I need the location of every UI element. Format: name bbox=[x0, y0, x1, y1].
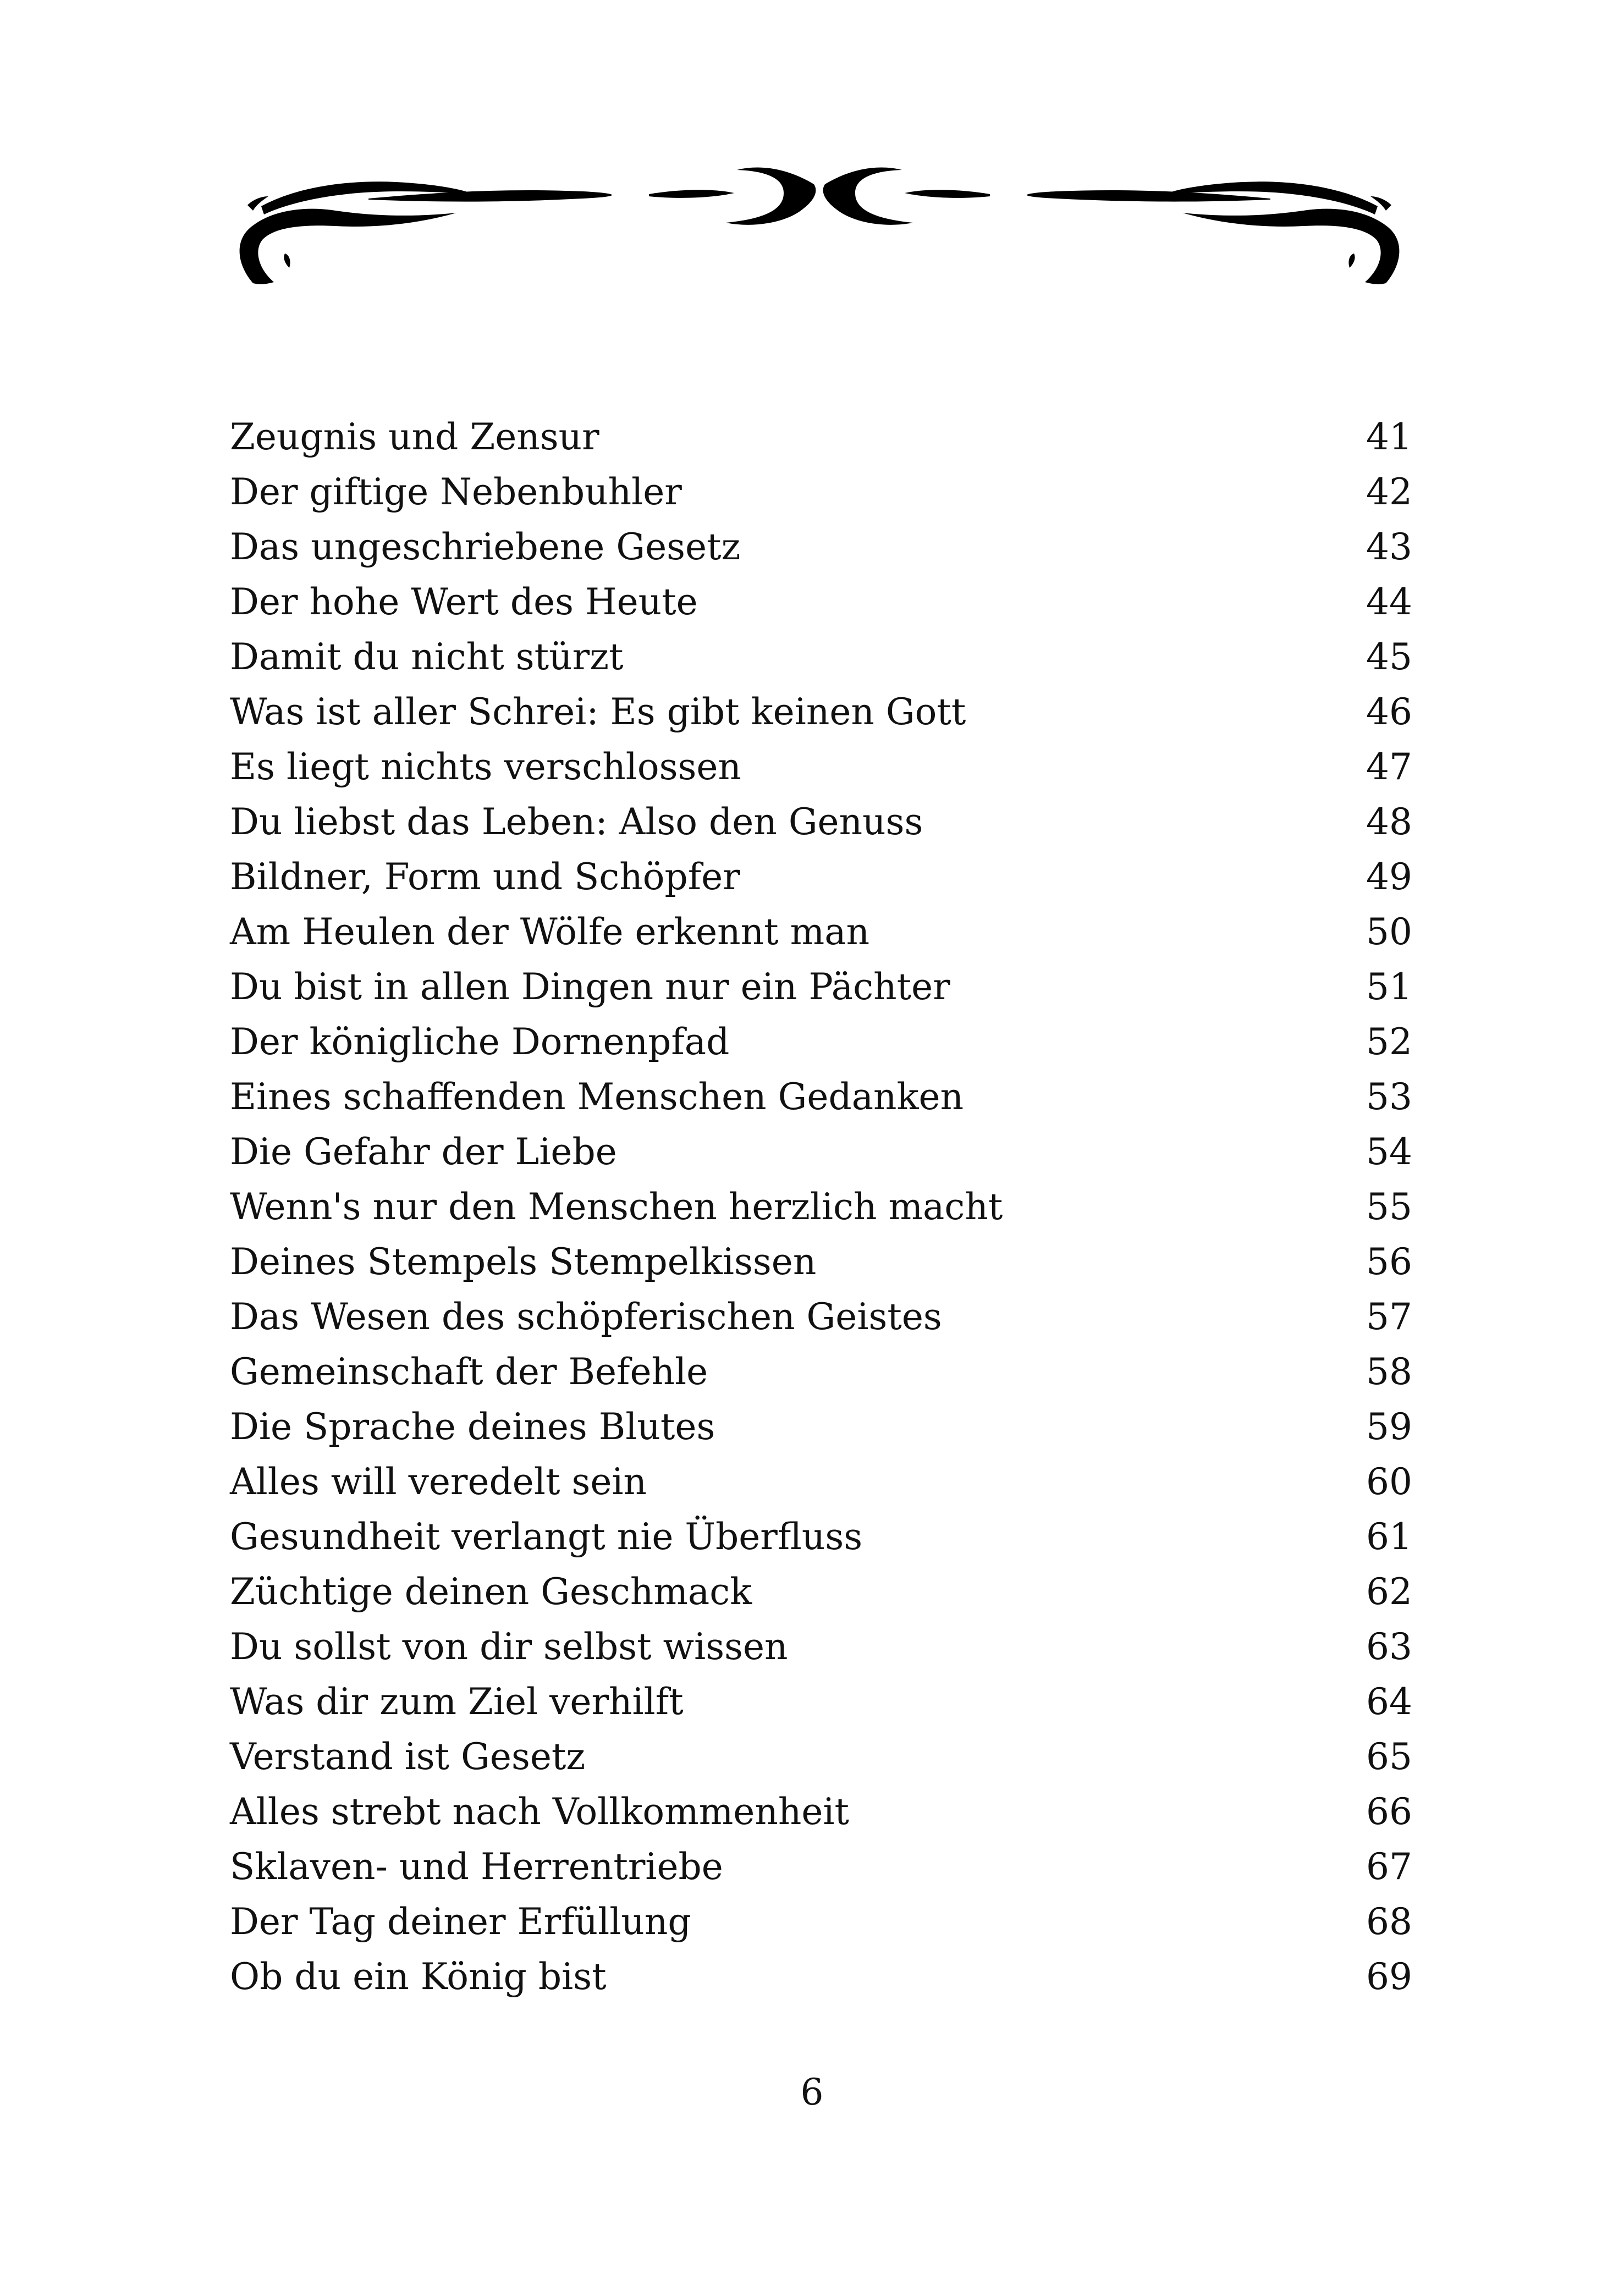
toc-entry bbox=[230, 1894, 1412, 1949]
toc-entry-page: 46 bbox=[1366, 691, 1412, 733]
toc-entry-page: 62 bbox=[1366, 1571, 1412, 1613]
toc-entry-title: Der hohe Wert des Heute bbox=[230, 581, 698, 623]
toc-entry-page: 68 bbox=[1366, 1901, 1412, 1943]
toc-entry bbox=[230, 1180, 1412, 1235]
toc-entry-page: 48 bbox=[1366, 801, 1412, 843]
toc-entry-title: Eines schaffenden Menschen Gedanken bbox=[230, 1076, 964, 1118]
toc-entry bbox=[230, 1400, 1412, 1455]
toc-entry-page: 44 bbox=[1366, 581, 1412, 623]
toc-entry bbox=[230, 1345, 1412, 1400]
toc-entry bbox=[230, 685, 1412, 740]
toc-entry bbox=[230, 575, 1412, 630]
toc-entry-title: Der giftige Nebenbuhler bbox=[230, 471, 682, 513]
toc-entry bbox=[230, 740, 1412, 795]
toc-entry bbox=[230, 1235, 1412, 1290]
toc-entry-title: Zeugnis und Zensur bbox=[230, 416, 599, 458]
toc-entry-page: 41 bbox=[1366, 416, 1412, 458]
toc-entry-page: 51 bbox=[1366, 966, 1412, 1008]
toc-entry bbox=[230, 520, 1412, 575]
toc-entry-page: 60 bbox=[1366, 1461, 1412, 1503]
toc-entry-title: Die Sprache deines Blutes bbox=[230, 1406, 715, 1448]
toc-entry-page: 65 bbox=[1366, 1736, 1412, 1778]
toc-entry bbox=[230, 1070, 1412, 1125]
toc-entry-page: 67 bbox=[1366, 1846, 1412, 1888]
toc-entry-page: 59 bbox=[1366, 1406, 1412, 1448]
toc-entry-title: Alles strebt nach Vollkommenheit bbox=[230, 1791, 850, 1833]
toc-entry-page: 52 bbox=[1366, 1021, 1412, 1063]
toc-entry-title: Die Gefahr der Liebe bbox=[230, 1131, 617, 1173]
toc-entry-page: 56 bbox=[1366, 1241, 1412, 1283]
toc-entry-page: 42 bbox=[1366, 471, 1412, 513]
toc-entry-title: Du liebst das Leben: Also den Genuss bbox=[230, 801, 923, 843]
toc-entry-title: Gemeinschaft der Befehle bbox=[230, 1351, 708, 1393]
fleuron-divider-icon bbox=[231, 146, 1408, 294]
toc-entry-page: 64 bbox=[1366, 1681, 1412, 1723]
toc-entry-page: 50 bbox=[1366, 911, 1412, 953]
toc-entry bbox=[230, 1839, 1412, 1894]
toc-entry bbox=[230, 1729, 1412, 1784]
toc-entry bbox=[230, 850, 1412, 905]
toc-entry-page: 55 bbox=[1366, 1186, 1412, 1228]
toc-entry-title: Du bist in allen Dingen nur ein Pächter bbox=[230, 966, 950, 1008]
toc-entry bbox=[230, 465, 1412, 520]
toc-entry bbox=[230, 1290, 1412, 1345]
toc-entry bbox=[230, 1565, 1412, 1620]
toc-entry bbox=[230, 410, 1412, 465]
table-of-contents bbox=[230, 410, 1412, 2004]
toc-entry-title: Bildner, Form und Schöpfer bbox=[230, 856, 740, 898]
toc-entry-title: Wenn's nur den Menschen herzlich macht bbox=[230, 1186, 1003, 1228]
toc-entry-page: 49 bbox=[1366, 856, 1412, 898]
toc-entry-title: Züchtige deinen Geschmack bbox=[230, 1571, 752, 1613]
toc-entry-title: Du sollst von dir selbst wissen bbox=[230, 1626, 788, 1668]
toc-entry-page: 45 bbox=[1366, 636, 1412, 678]
toc-entry bbox=[230, 1620, 1412, 1674]
toc-entry bbox=[230, 630, 1412, 685]
toc-entry-page: 43 bbox=[1366, 526, 1412, 568]
toc-entry bbox=[230, 905, 1412, 960]
toc-entry-title: Der Tag deiner Erfüllung bbox=[230, 1901, 691, 1943]
toc-entry-page: 61 bbox=[1366, 1516, 1412, 1558]
toc-entry bbox=[230, 1674, 1412, 1729]
toc-entry-title: Es liegt nichts verschlossen bbox=[230, 746, 741, 788]
toc-entry-title: Das Wesen des schöpferischen Geistes bbox=[230, 1296, 942, 1338]
toc-entry-page: 47 bbox=[1366, 746, 1412, 788]
toc-entry bbox=[230, 1949, 1412, 2004]
toc-entry-title: Ob du ein König bist bbox=[230, 1956, 607, 1998]
toc-entry-page: 57 bbox=[1366, 1296, 1412, 1338]
toc-entry bbox=[230, 1455, 1412, 1510]
page-number: 6 bbox=[800, 2071, 824, 2113]
toc-entry bbox=[230, 1015, 1412, 1070]
toc-entry bbox=[230, 960, 1412, 1015]
toc-entry-page: 63 bbox=[1366, 1626, 1412, 1668]
toc-entry-title: Alles will veredelt sein bbox=[230, 1461, 647, 1503]
toc-entry-title: Das ungeschriebene Gesetz bbox=[230, 526, 741, 568]
toc-entry-page: 58 bbox=[1366, 1351, 1412, 1393]
toc-entry-title: Was ist aller Schrei: Es gibt keinen Gott bbox=[230, 691, 966, 733]
toc-entry bbox=[230, 1784, 1412, 1839]
toc-entry bbox=[230, 1125, 1412, 1180]
toc-entry-page: 66 bbox=[1366, 1791, 1412, 1833]
toc-entry-title: Verstand ist Gesetz bbox=[230, 1736, 586, 1778]
toc-entry bbox=[230, 1510, 1412, 1565]
toc-entry-page: 53 bbox=[1366, 1076, 1412, 1118]
toc-entry-title: Deines Stempels Stempelkissen bbox=[230, 1241, 817, 1283]
toc-entry-title: Gesundheit verlangt nie Überfluss bbox=[230, 1516, 863, 1558]
toc-entry-title: Damit du nicht stürzt bbox=[230, 636, 624, 678]
toc-entry bbox=[230, 795, 1412, 850]
toc-entry-title: Sklaven- und Herrentriebe bbox=[230, 1846, 723, 1888]
toc-entry-title: Der königliche Dornenpfad bbox=[230, 1021, 730, 1063]
toc-entry-page: 69 bbox=[1366, 1956, 1412, 1998]
toc-entry-title: Was dir zum Ziel verhilft bbox=[230, 1681, 684, 1723]
toc-entry-page: 54 bbox=[1366, 1131, 1412, 1173]
toc-entry-title: Am Heulen der Wölfe erkennt man bbox=[230, 911, 870, 953]
